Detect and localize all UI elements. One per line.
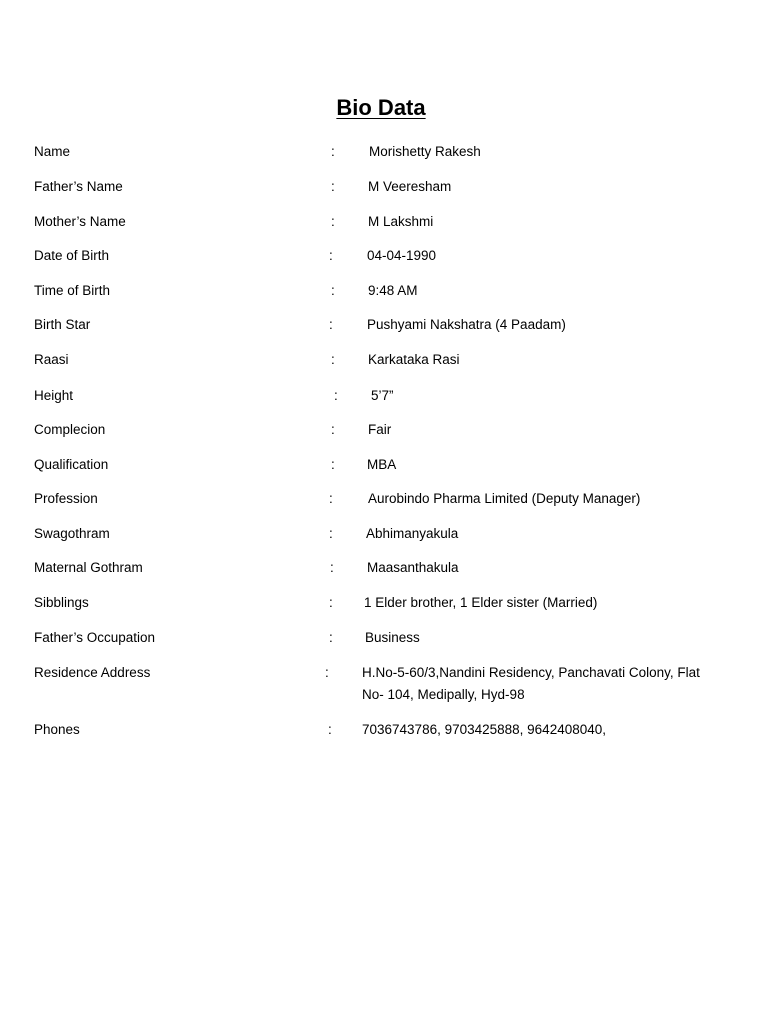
field-label: Time of Birth	[34, 283, 111, 298]
field-label: Date of Birth	[34, 248, 110, 263]
field-colon: :	[331, 144, 335, 159]
field-colon: :	[331, 283, 335, 298]
field-value: 1 Elder brother, 1 Elder sister (Married)	[364, 595, 598, 610]
field-label: Father’s Name	[34, 179, 123, 194]
field-value: 04-04-1990	[367, 248, 437, 263]
field-label: Complecion	[34, 422, 106, 437]
field-value: H.No-5-60/3,Nandini Residency, Panchavati Colony, Flat No- 104, Medipally, Hyd-98	[362, 665, 700, 702]
field-value: 9:48 AM	[368, 283, 418, 298]
field-label: Maternal Gothram	[34, 560, 143, 575]
field-colon: :	[325, 665, 329, 680]
field-value: Aurobindo Pharma Limited (Deputy Manager)	[368, 491, 641, 506]
field-label: Height	[34, 388, 74, 403]
field-colon: :	[329, 630, 333, 645]
field-label: Father’s Occupation	[34, 630, 156, 645]
title-text: Bio Data	[336, 95, 426, 120]
field-label: Residence Address	[34, 665, 151, 680]
field-label: Mother’s Name	[34, 214, 126, 229]
field-label: Birth Star	[34, 317, 91, 332]
field-label: Phones	[34, 722, 80, 737]
field-colon: :	[329, 491, 333, 506]
field-value: Abhimanyakula	[366, 526, 459, 541]
field-colon: :	[329, 317, 333, 332]
field-value: Maasanthakula	[367, 560, 459, 575]
field-value: Karkataka Rasi	[368, 352, 460, 367]
field-label: Qualification	[34, 457, 109, 472]
field-value: M Veeresham	[368, 179, 452, 194]
field-value: Business	[365, 630, 420, 645]
field-value: Morishetty Rakesh	[369, 144, 481, 159]
field-label: Profession	[34, 491, 98, 506]
field-value: M Lakshmi	[368, 214, 434, 229]
field-colon: :	[331, 352, 335, 367]
field-value: 7036743786, 9703425888, 9642408040,	[362, 722, 606, 737]
field-label: Name	[34, 144, 71, 159]
field-colon: :	[331, 457, 335, 472]
field-value: Pushyami Nakshatra (4 Paadam)	[367, 317, 566, 332]
field-colon: :	[331, 214, 335, 229]
field-colon: :	[334, 388, 338, 403]
field-label: Raasi	[34, 352, 69, 367]
field-colon: :	[329, 595, 333, 610]
field-colon: :	[329, 248, 333, 263]
field-value: MBA	[367, 457, 397, 472]
field-value: Fair	[368, 422, 392, 437]
field-colon: :	[331, 422, 335, 437]
field-colon: :	[328, 722, 332, 737]
field-colon: :	[329, 526, 333, 541]
field-colon: :	[331, 179, 335, 194]
field-label: Swagothram	[34, 526, 110, 541]
field-colon: :	[330, 560, 334, 575]
field-label: Sibblings	[34, 595, 89, 610]
field-value: 5’7”	[371, 388, 394, 403]
